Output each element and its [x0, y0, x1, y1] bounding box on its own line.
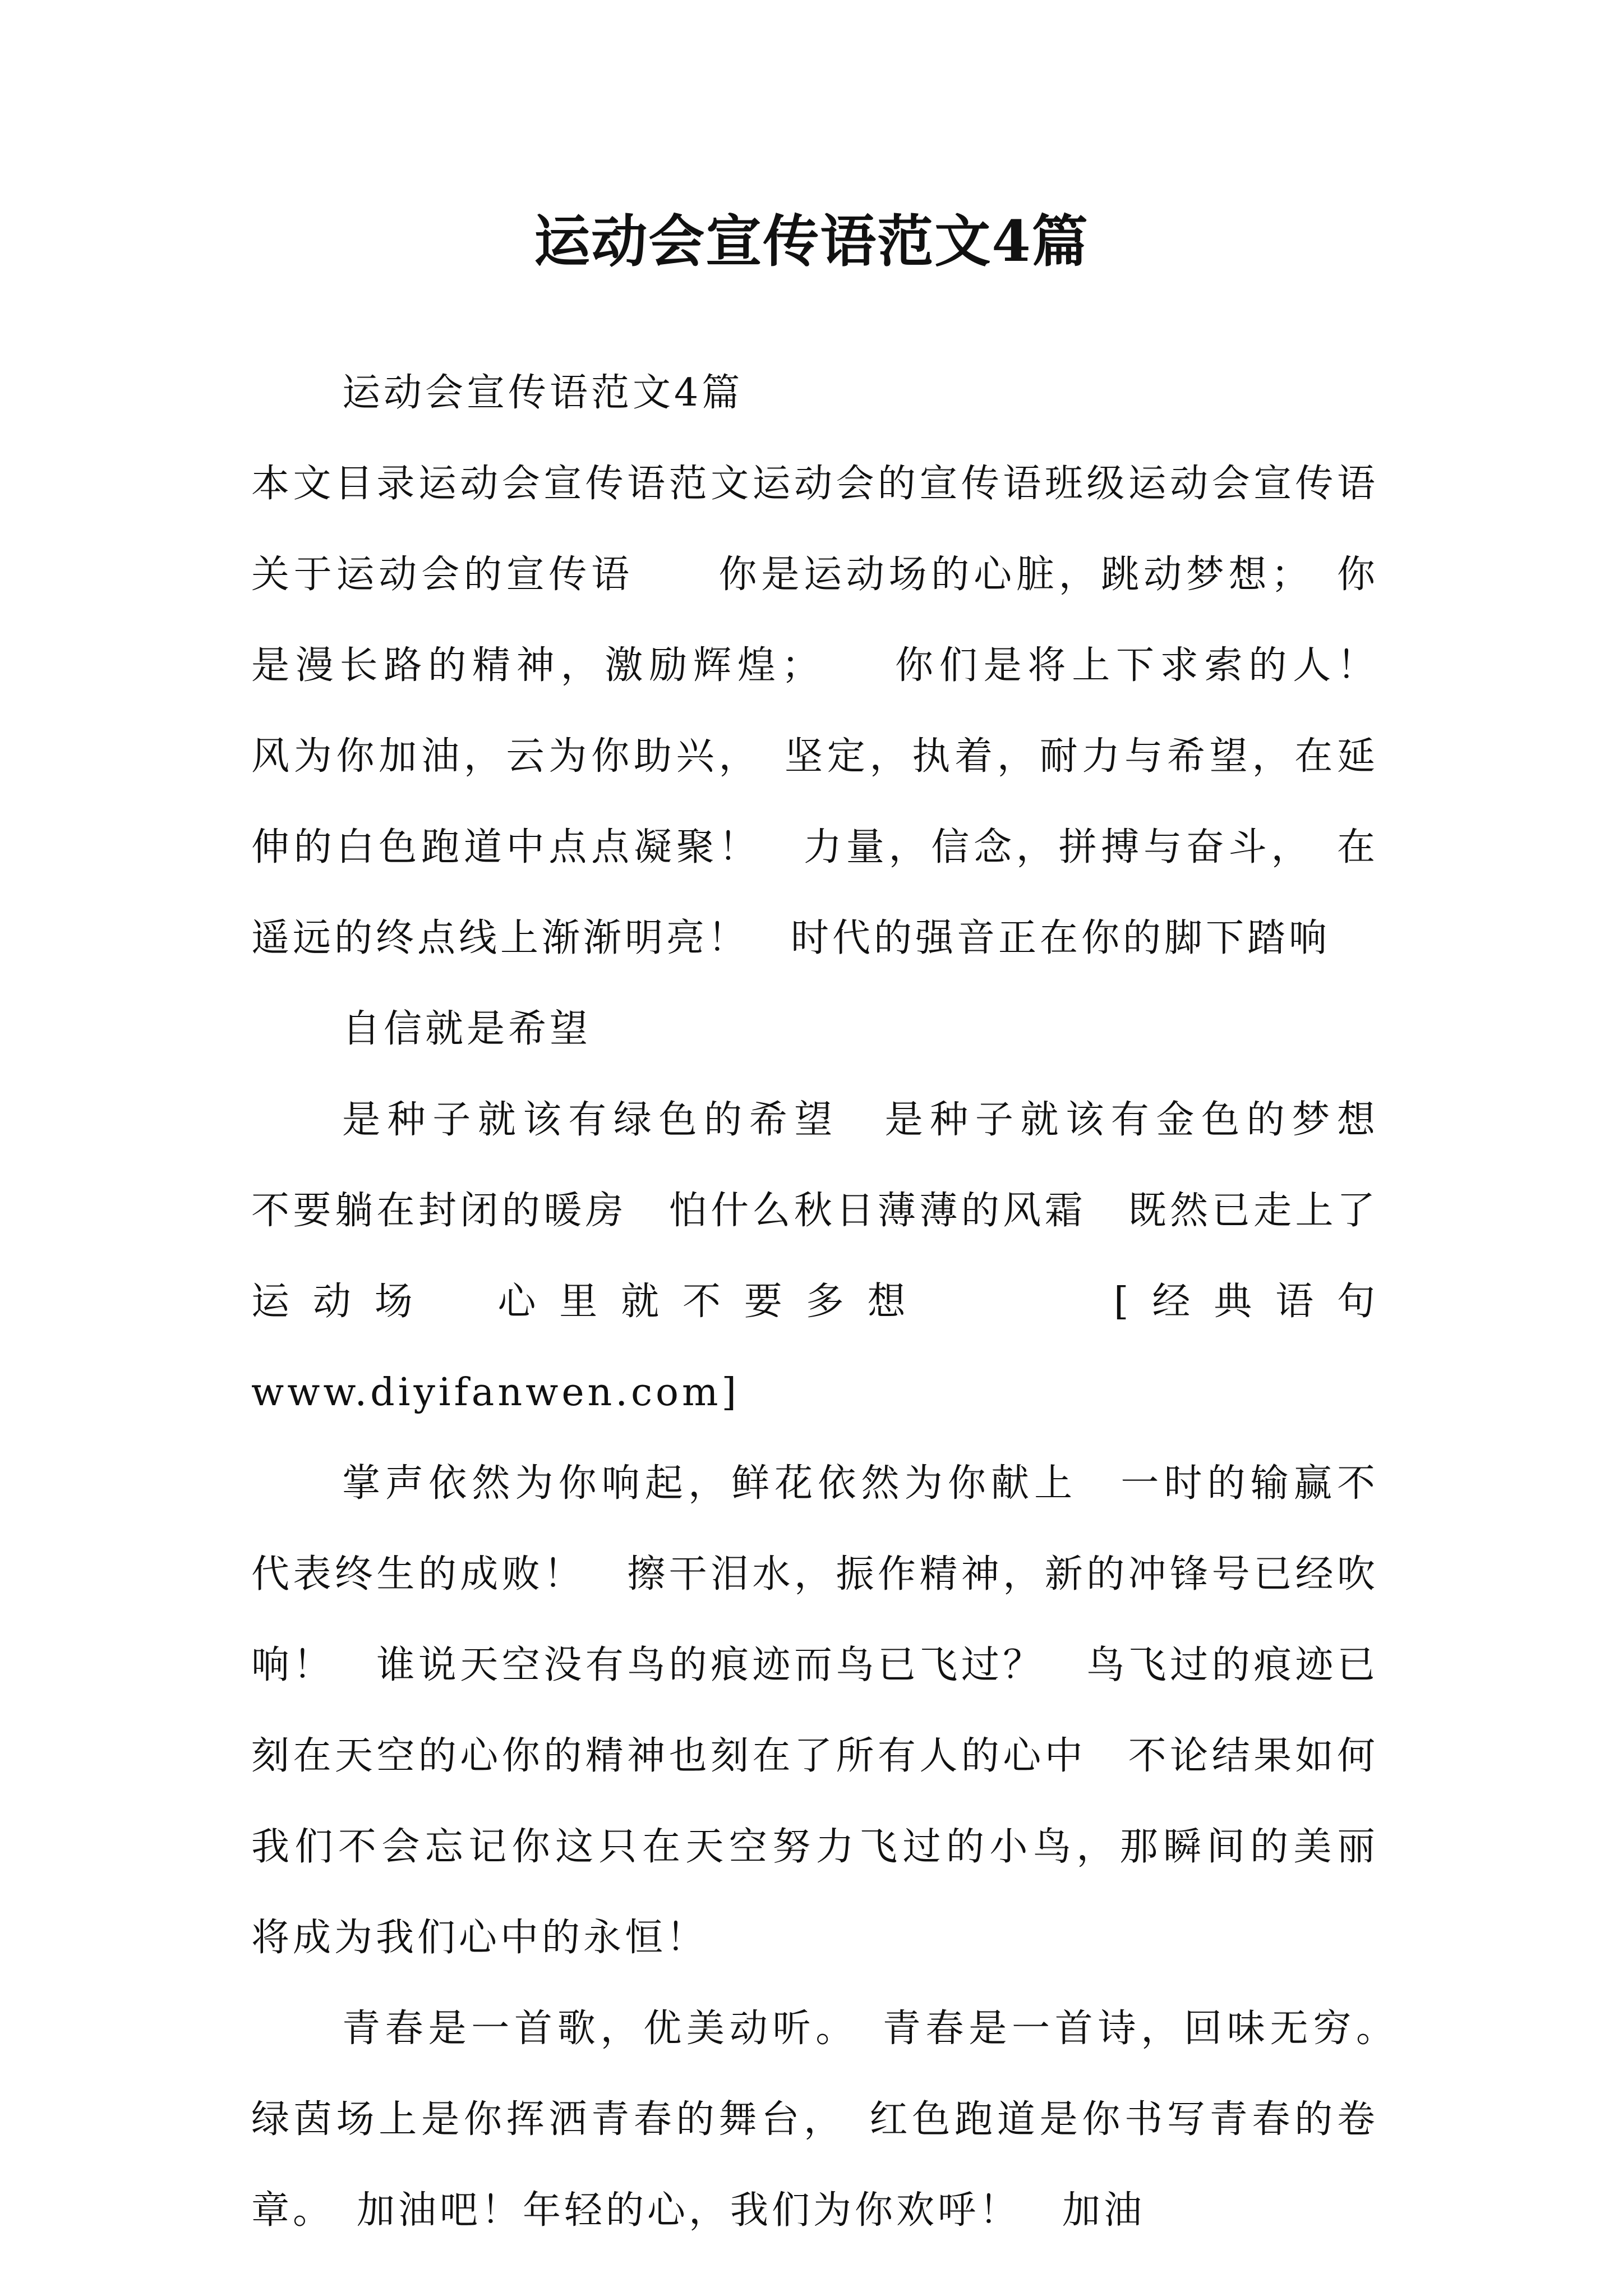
paragraph-heading: 运动会宣传语范文4篇 [342, 371, 744, 415]
paragraph: 是种子就该有绿色的希望 是种子就该有金色的梦想 不要躺在封闭的暖房 怕什么秋日薄薄的风霜 既然已走上了运动场 心里就不要多想 [经典语句www.diyifanwen.com] [251, 1098, 1421, 1415]
paragraph-subheading: 自信就是希望 [342, 1007, 592, 1051]
document-title: 运动会宣传语范文4篇 [534, 208, 1089, 274]
paragraph: 本文目录运动会宣传语范文运动会的宣传语班级运动会宣传语关于运动会的宣传语 你是运动场的心脏，跳动梦想； 你是漫长路的精神，激励辉煌； 你们是将上下求索的人！ 风为你加油，云为你助兴， 坚定，执着，耐力与希望，在延伸的白色跑道中点点凝聚！ 力量，信念，拼搏与奋斗， 在遥远的终点线上渐渐明亮！ 时代的强音正在你的脚下踏响 [251, 462, 1421, 960]
paragraph: 掌声依然为你响起，鲜花依然为你献上 一时的输赢不代表终生的成败！ 擦干泪水，振作精神，新的冲锋号已经吹响！ 谁说天空没有鸟的痕迹而鸟已飞过？ 鸟飞过的痕迹已刻在天空的心你的精神也刻在了所有人的心中 不论结果如何 我们不会忘记你这只在天空努力飞过的小鸟，那瞬间的美丽 将成为我们心中的永恒！ [251, 1461, 1421, 1960]
paragraph: 青春是一首歌，优美动听。 青春是一首诗，回味无穷。 绿茵场上是你挥洒青春的舞台， 红色跑道是你书写青春的卷章。 加油吧！年轻的心，我们为你欢呼！ 加油 [251, 2007, 1421, 2233]
document-body [251, 348, 1421, 2256]
